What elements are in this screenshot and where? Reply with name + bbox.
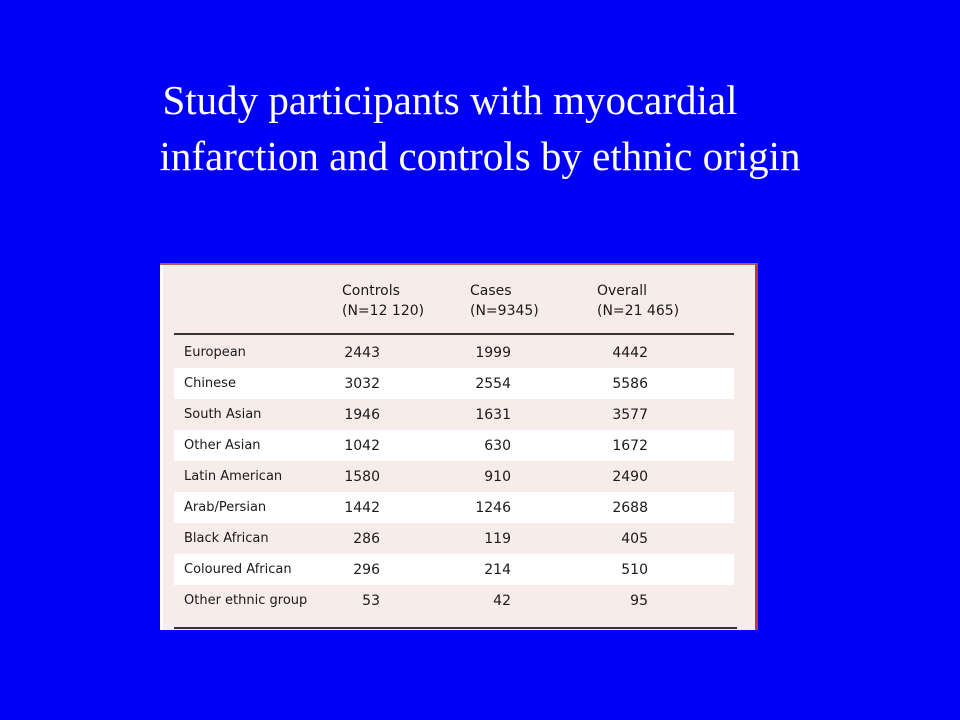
row-controls: 53 xyxy=(362,592,380,609)
row-group: Other ethnic group xyxy=(184,593,308,608)
row-cases: 910 xyxy=(484,468,511,485)
row-overall: 3577 xyxy=(612,406,648,423)
row-cases: 119 xyxy=(484,530,511,547)
row-overall: 2490 xyxy=(612,468,648,485)
ethnic-origin-table-panel xyxy=(160,263,758,630)
header-overall-n: (N=21 465) xyxy=(597,303,680,319)
table-row xyxy=(174,585,734,616)
header-controls xyxy=(342,281,470,334)
header-cases-label: Cases xyxy=(470,283,512,299)
table-row xyxy=(174,554,734,585)
row-cases: 2554 xyxy=(470,368,597,399)
row-group: Other Asian xyxy=(174,430,342,461)
row-overall: 95 xyxy=(630,592,648,609)
header-ethnicity xyxy=(174,281,342,334)
row-group: South Asian xyxy=(184,407,262,422)
row-overall: 5586 xyxy=(597,368,734,399)
table-row xyxy=(174,430,734,461)
table-row xyxy=(174,399,734,430)
header-overall xyxy=(597,281,734,334)
table-row xyxy=(174,334,734,368)
ethnic-origin-table xyxy=(174,281,734,616)
row-controls: 2443 xyxy=(344,344,380,361)
row-group: Arab/Persian xyxy=(174,492,342,523)
header-overall-label: Overall xyxy=(597,283,648,299)
row-cases: 1631 xyxy=(475,406,511,423)
row-cases: 214 xyxy=(470,554,597,585)
table-row xyxy=(174,523,734,554)
row-overall: 1672 xyxy=(597,430,734,461)
slide-title-line-1: Study participants with myocardial xyxy=(162,77,738,123)
row-controls: 1042 xyxy=(342,430,470,461)
slide-title xyxy=(0,72,960,184)
table-row xyxy=(174,492,734,523)
table-row xyxy=(174,368,734,399)
table-header-row xyxy=(174,281,734,334)
table-bottom-rule xyxy=(174,627,737,629)
slide-title-line-2: infarction and controls by ethnic origin xyxy=(159,133,801,179)
row-controls: 1946 xyxy=(344,406,380,423)
row-cases: 1246 xyxy=(470,492,597,523)
header-cases-n: (N=9345) xyxy=(470,303,539,319)
row-overall: 2688 xyxy=(597,492,734,523)
header-cases xyxy=(470,281,597,334)
row-cases: 630 xyxy=(470,430,597,461)
row-group: Black African xyxy=(184,531,269,546)
row-controls: 1580 xyxy=(344,468,380,485)
row-cases: 1999 xyxy=(475,344,511,361)
row-group: Latin American xyxy=(184,469,283,484)
row-controls: 286 xyxy=(353,530,380,547)
header-controls-label: Controls xyxy=(342,283,400,299)
row-overall: 4442 xyxy=(612,344,648,361)
row-overall: 405 xyxy=(621,530,648,547)
table-row xyxy=(174,461,734,492)
row-group: Coloured African xyxy=(174,554,342,585)
row-controls: 1442 xyxy=(342,492,470,523)
header-controls-n: (N=12 120) xyxy=(342,303,425,319)
row-group: Chinese xyxy=(174,368,342,399)
row-overall: 510 xyxy=(597,554,734,585)
row-cases: 42 xyxy=(493,592,511,609)
row-controls: 296 xyxy=(342,554,470,585)
row-controls: 3032 xyxy=(342,368,470,399)
row-group: European xyxy=(184,345,246,360)
